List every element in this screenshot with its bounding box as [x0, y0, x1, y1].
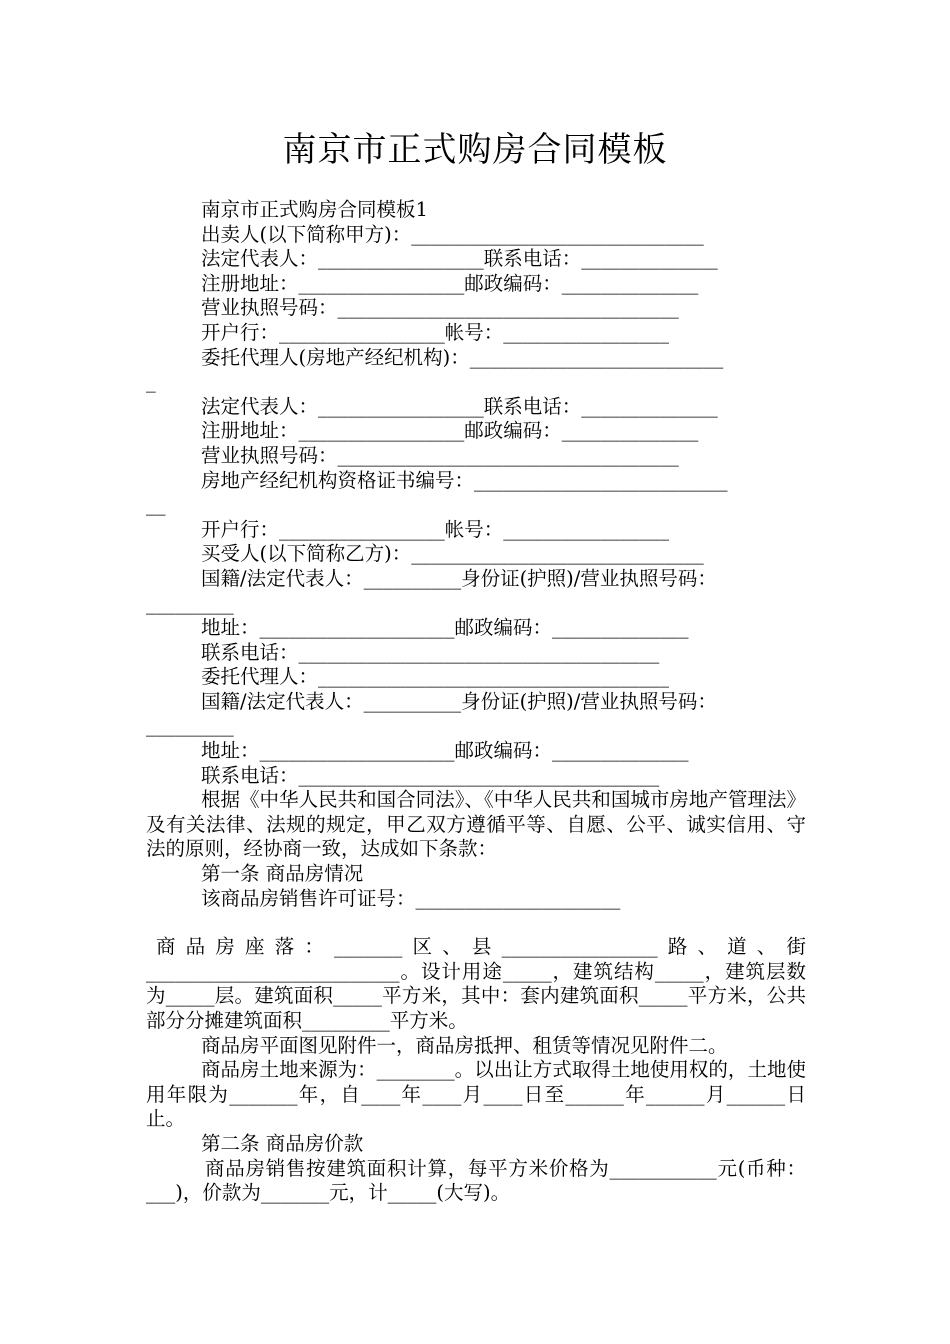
- agent-cert-line-tail: __: [146, 493, 166, 517]
- seller-legal-rep-line: 法定代表人：_________________联系电话：______________: [201, 247, 718, 271]
- location-paragraph: 商品房座落：_______区、县________________路、道、街__________________________。设计用途_____，建筑结构_____，建筑层数为_____层。建筑面积_____平方米，其中：套内建筑面积_____平方米，公共部分分摊建筑面积_________平方米。: [146, 935, 806, 1032]
- preamble-paragraph: 根据《中华人民共和国合同法》、《中华人民共和国城市房地产管理法》及有关法律、法规的规定，甲乙双方遵循平等、自愿、公平、诚实信用、守法的原则，经协商一致，达成如下条款：: [146, 788, 806, 861]
- document-title: 南京市正式购房合同模板: [282, 130, 668, 170]
- spacer: [146, 911, 806, 923]
- price-paragraph: 商品房销售按建筑面积计算，每平方米价格为___________元(币种：___)，价款为_______元，计_____(大写)。: [146, 1156, 806, 1205]
- buyer-agent-line: 委托代理人：____________________________________: [201, 665, 670, 689]
- article-2-heading: 第二条 商品房价款: [201, 1131, 364, 1155]
- buyer-nationality-line-tail: _________: [146, 591, 234, 615]
- agent-address-line: 注册地址：_________________邮政编码：______________: [201, 419, 699, 443]
- buyer-phone-line: 联系电话：_____________________________________: [201, 640, 660, 664]
- buyer-line: 买受人(以下简称乙方)：______________________________: [201, 542, 704, 566]
- buyer-agent-phone-line: 联系电话：_____________________________________: [201, 763, 660, 787]
- subtitle-line: 南京市正式购房合同模板1: [201, 198, 428, 221]
- land-source-paragraph: 商品房土地来源为：________。以出让方式取得土地使用权的，土地使用年限为_______年，自____年____月____日至______年______月______日止。: [146, 1058, 806, 1131]
- buyer-address-line: 地址：____________________邮政编码：______________: [201, 616, 689, 640]
- seller-line: 出卖人(以下简称甲方)：______________________________: [201, 222, 704, 246]
- article-1-heading: 第一条 商品房情况: [201, 862, 364, 886]
- agent-line-tail: _: [146, 370, 156, 394]
- buyer-agent-nationality-line-tail: _________: [146, 714, 234, 738]
- seller-address-line: 注册地址：_________________邮政编码：______________: [201, 271, 699, 295]
- buyer-agent-nationality-line: 国籍/法定代表人：__________身份证(护照)/营业执照号码：: [201, 689, 717, 713]
- agent-legal-rep-line: 法定代表人：_________________联系电话：______________: [201, 394, 718, 418]
- buyer-agent-address-line: 地址：____________________邮政编码：______________: [201, 739, 689, 763]
- floor-plan-paragraph: 商品房平面图见附件一，商品房抵押、租赁等情况见附件二。: [201, 1033, 728, 1057]
- seller-license-line: 营业执照号码：___________________________________: [201, 296, 679, 320]
- buyer-nationality-line: 国籍/法定代表人：__________身份证(护照)/营业执照号码：: [201, 566, 717, 590]
- agent-license-line: 营业执照号码：___________________________________: [201, 443, 679, 467]
- agent-cert-line: 房地产经纪机构资格证书编号：__________________________: [201, 468, 728, 492]
- contract-body: [146, 198, 806, 1206]
- sales-permit-line: 该商品房销售许可证号：_____________________: [201, 886, 621, 910]
- agent-line: 委托代理人(房地产经纪机构)：__________________________: [201, 345, 724, 369]
- seller-bank-line: 开户行：_________________帐号：_________________: [201, 320, 670, 344]
- agent-bank-line: 开户行：_________________帐号：_________________: [201, 517, 670, 541]
